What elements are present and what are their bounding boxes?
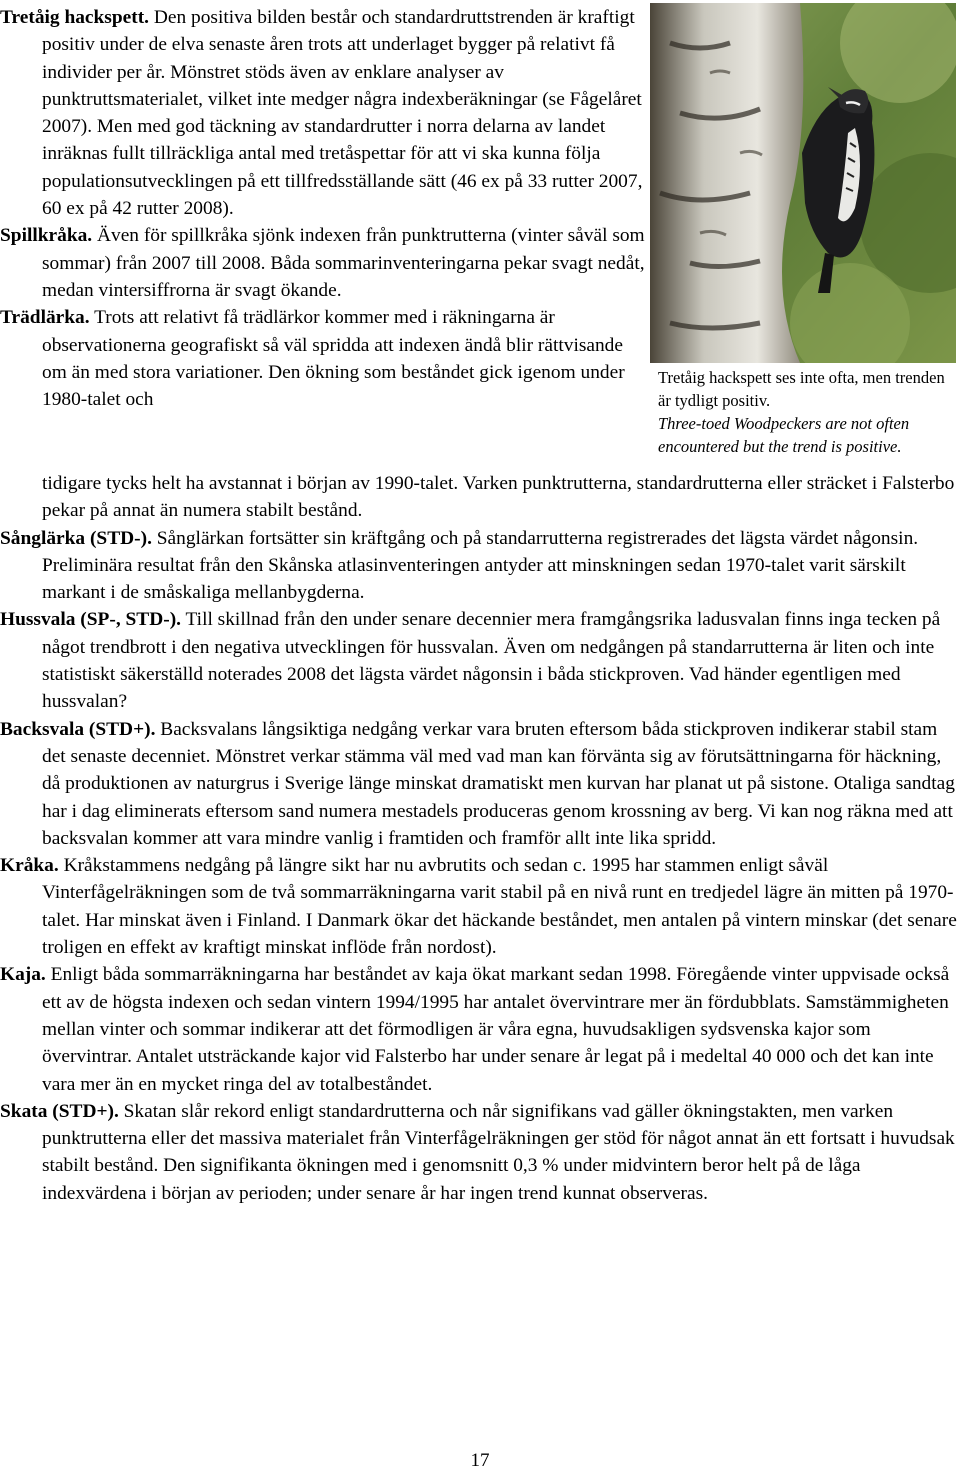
- caption-english: Three-toed Woodpeckers are not often encountered but the trend is positive.: [658, 414, 910, 456]
- paragraph-tretaig-hackspett: [0, 4, 648, 222]
- woodpecker-illustration: [650, 3, 956, 363]
- species-heading: Skata (STD+).: [0, 1100, 119, 1122]
- paragraph-body: Sånglärkan fortsätter sin kräftgång och på standarrutterna registrerades det lägsta värdet någonsin. Preliminära resultat från den Skånska atlasinventeringen antyder att minskningen sedan 1970-talet varit särskilt markant i de småskaliga mellanbygderna.: [42, 527, 919, 604]
- paragraph-body: Den positiva bilden består och standardruttstrenden är kraftigt positiv under de elva senaste åren trots att underlaget bygger på relativt få individer per år. Mönstret stöds även av enklare analyser av punktruttsmaterialet, vilket inte medger några indexberäkningar (se Fågelåret 2007). Men med god täckning av standardrutter i norra delarna av landet inräknas fullt tillräckliga antal med tretåspettar för att vi ska kunna följa populationsutvecklingen på ett tillfredsställande sätt (46 ex på 33 rutter 2007, 60 ex på 42 rutter 2008).: [42, 7, 643, 220]
- photo-caption: [658, 366, 958, 458]
- paragraph-body: Backsvalans långsiktiga nedgång verkar vara bruten eftersom båda stickproven indikerar stabil stam det senaste decenniet. Mönstret verkar stämma väl med vad man kan förvänta sig av förutsättningarna för häckning, då produktionen av naturgrus i Sverige länge minskat dramatiskt men kurvan har planat ut på sistone. Otaliga sandtag har i dag eliminerats eftersom sand numera mestadels produceras genom krossning av berg. Vi kan nog räkna med att backsvalan kommer att vara mindre vanlig i framtiden och framför allt inte lika spridd.: [42, 718, 955, 849]
- paragraph-skata: [0, 1098, 960, 1207]
- caption-swedish: Tretåig hackspett ses inte ofta, men trenden är tydligt positiv.: [658, 368, 945, 410]
- paragraph-body: Till skillnad från den under senare decennier mera framgångsrika ladusvalan finns inga tecken på något trendbrott i den negativa utvecklingen för hussvalan. Även om nedgången på standarrutterna är liten och inte statistiskt säkerställd noterades 2008 det lägsta värdet någonsin i båda stickproven. Vad händer egentligen med hussvalan?: [42, 609, 941, 713]
- lower-text-column: [0, 470, 960, 1207]
- species-heading: Sånglärka (STD-).: [0, 527, 152, 549]
- paragraph-body: Även för spillkråka sjönk indexen från punktrutterna (vinter såväl som sommar) från 2007 till 2008. Båda sommarinventeringarna pekar svagt nedåt, medan vintersiffrorna är svagt ökande.: [42, 225, 645, 301]
- paragraph-body: Skatan slår rekord enligt standardrutterna och når signifikans vad gäller ökningstakten, men varken punktrutterna eller det massiva materialet från Vinterfågelräkningen ger stöd för något annat än ett fortsatt i huvudsak stabilt bestånd. Den signifikanta ökningen med i genomsnitt 0,3 % under midvintern beror helt på de låga indexvärdena i början av perioden; under senare år har ingen trend kunnat observeras.: [42, 1100, 955, 1204]
- paragraph-tradlarka: [0, 304, 648, 413]
- paragraph-hussvala: [0, 606, 960, 715]
- species-heading: Kaja.: [0, 964, 46, 986]
- species-heading: Spillkråka.: [0, 225, 93, 247]
- species-heading: Hussvala (SP-, STD-).: [0, 609, 182, 631]
- species-heading: Backsvala (STD+).: [0, 718, 156, 740]
- paragraph-backsvala: [0, 716, 960, 852]
- paragraph-kraka: [0, 852, 960, 961]
- species-heading: Tretåig hackspett.: [0, 7, 150, 28]
- paragraph-body: Kråkstammens nedgång på längre sikt har nu avbrutits och sedan c. 1995 har stammen enligt såväl Vinterfågelräkningen som de två sommarräkningarna varit stabil på en nivå runt en tredjedel lägre än mitten på 1970-talet. Har minskat även i Finland. I Danmark ökar det häckande beståndet, men antalen på vintern minskar (det senare troligen en effekt av kraftigt minskat inflöde från nordost).: [42, 855, 957, 959]
- woodpecker-photo: [650, 3, 956, 363]
- paragraph-spillkraka: [0, 222, 648, 304]
- paragraph-body: Enligt båda sommarräkningarna har beståndet av kaja ökat markant sedan 1998. Föregående vinter uppvisade också ett av de högsta indexen och sedan vintern 1994/1995 har antalet övervintrare mer än fördubblats. Samstämmigheten mellan vinter och sommar indikerar att det förmodligen är våra egna, huvudsakligen sydsvenska kajor som övervintrar. Antalet utsträckande kajor vid Falsterbo har under senare år legat på i medeltal 40 000 och det kan inte vara mer än en mycket ringa del av totalbeståndet.: [42, 964, 950, 1095]
- upper-text-column: [0, 4, 648, 413]
- paragraph-sanglarka: [0, 525, 960, 607]
- species-heading: Kråka.: [0, 855, 59, 877]
- page-number: 17: [470, 1450, 490, 1471]
- species-heading: Trädlärka.: [0, 307, 90, 329]
- paragraph-tradlarka-continuation: tidigare tycks helt ha avstannat i början av 1990-talet. Varken punktrutterna, standardrutterna eller sträcket i Falsterbo pekar på annat än numera stabilt bestånd.: [42, 473, 955, 522]
- paragraph-body: Trots att relativt få trädlärkor kommer med i räkningarna är observationerna geografiskt så väl spridda att indexen ändå blir rättvisande om än med stora variationer. Den ökning som beståndet gick igenom under 1980-talet och: [42, 307, 625, 411]
- paragraph-kaja: [0, 961, 960, 1097]
